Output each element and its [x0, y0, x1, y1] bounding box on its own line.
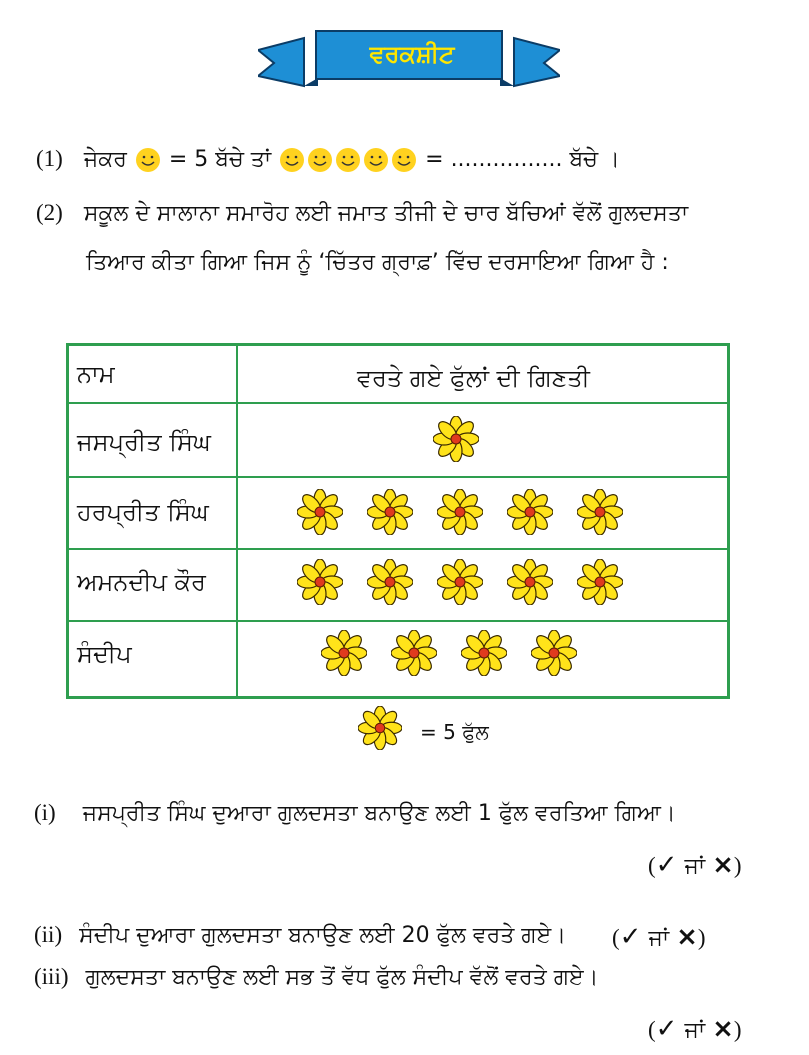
- worksheet-title: ਵਰਕਸ਼ੀਟ: [369, 40, 455, 68]
- flower-icon: [437, 489, 483, 535]
- cross-icon[interactable]: ×: [712, 850, 734, 880]
- question-1-if: ਜੇਕਰ: [83, 147, 127, 172]
- question-1-end: ਬੱਚੇ ।: [569, 147, 620, 172]
- question-1-number: (1): [36, 146, 63, 171]
- or-text: ਜਾਂ: [684, 1018, 706, 1043]
- cross-icon[interactable]: ×: [676, 922, 698, 952]
- flower-icon: [391, 630, 437, 676]
- table-row-divider: [69, 476, 727, 478]
- statement-2-number: (ii): [34, 922, 63, 947]
- question-2-line-1: [36, 200, 688, 226]
- smiley-icon: [334, 146, 362, 174]
- question-2-text-1: ਸਕੂਲ ਦੇ ਸਾਲਾਨਾ ਸਮਾਰੋਹ ਲਈ ਜਮਾਤ ਤੀਜੀ ਦੇ ਚਾਰ ਬੱਚਿਆਂ ਵੱਲੋਂ ਗੁਲਦਸਤਾ: [83, 201, 689, 226]
- statement-3-number: (iii): [34, 964, 69, 989]
- flower-icon: [321, 630, 367, 676]
- smiley-icon: [134, 146, 162, 174]
- question-1-equals-sign: =: [425, 147, 444, 172]
- question-1-equals: = 5 ਬੱਚੇ ਤਾਂ: [168, 147, 272, 172]
- flower-icon: [297, 489, 343, 535]
- table-row-name: ਜਸਪ੍ਰੀਤ ਸਿੰਘ: [77, 428, 211, 456]
- statement-3-choice[interactable]: [648, 1014, 742, 1044]
- or-text: ਜਾਂ: [684, 854, 706, 879]
- flower-key-text: = 5 ਫੁੱਲ: [420, 720, 489, 744]
- statement-3-text: ਗੁਲਦਸਤਾ ਬਨਾਉਣ ਲਈ ਸਭ ਤੋਂ ਵੱਧ ਫੁੱਲ ਸੰਦੀਪ ਵੱਲੋਂ ਵਰਤੇ ਗਏ।: [85, 965, 599, 990]
- tick-icon[interactable]: ✓: [619, 922, 642, 952]
- cross-icon[interactable]: ×: [712, 1014, 734, 1044]
- question-1: [36, 146, 620, 174]
- flower-icon: [297, 559, 343, 605]
- table-row-divider: [69, 548, 727, 550]
- table-column-divider: [236, 346, 238, 696]
- statement-1: [34, 800, 676, 826]
- smiley-icon: [306, 146, 334, 174]
- tick-icon[interactable]: ✓: [655, 1014, 678, 1044]
- table-header-name: ਨਾਮ: [77, 360, 115, 388]
- picture-graph-table: [66, 343, 730, 699]
- statement-1-number: (i): [34, 800, 56, 825]
- statement-1-text: ਜਸਪ੍ਰੀਤ ਸਿੰਘ ਦੁਆਰਾ ਗੁਲਦਸਤਾ ਬਨਾਉਣ ਲਈ 1 ਫੁੱਲ ਵਰਤਿਆ ਗਿਆ।: [82, 801, 676, 826]
- statement-2: [34, 922, 566, 948]
- paren-close: ): [697, 925, 706, 950]
- flower-icon: [433, 416, 479, 462]
- question-1-blank[interactable]: ................: [450, 147, 563, 172]
- table-row-divider: [69, 402, 727, 404]
- table-header-count: ਵਰਤੇ ਗਏ ਫੁੱਲਾਂ ਦੀ ਗਿਣਤੀ: [357, 364, 590, 392]
- table-row-name: ਹਰਪ੍ਰੀਤ ਸਿੰਘ: [77, 498, 209, 526]
- flower-key-icon: [358, 706, 402, 750]
- paren-open: (: [648, 1017, 656, 1042]
- paren-close: ): [733, 853, 742, 878]
- flower-icon: [437, 559, 483, 605]
- paren-open: (: [648, 853, 656, 878]
- flower-icon: [461, 630, 507, 676]
- or-text: ਜਾਂ: [648, 926, 670, 951]
- flower-icon: [531, 630, 577, 676]
- statement-1-choice[interactable]: [648, 850, 742, 880]
- table-row-name: ਅਮਨਦੀਪ ਕੌਰ: [77, 568, 206, 596]
- statement-2-choice[interactable]: [612, 922, 706, 952]
- paren-open: (: [612, 925, 620, 950]
- flower-icon: [507, 489, 553, 535]
- smiley-icon: [362, 146, 390, 174]
- table-row-divider: [69, 620, 727, 622]
- statement-3: [34, 964, 599, 990]
- smiley-icon: [390, 146, 418, 174]
- flower-icon: [577, 559, 623, 605]
- statement-2-text: ਸੰਦੀਪ ਦੁਆਰਾ ਗੁਲਦਸਤਾ ਬਨਾਉਣ ਲਈ 20 ਫੁੱਲ ਵਰਤੇ ਗਏ।: [79, 923, 567, 948]
- smiley-icon: [278, 146, 306, 174]
- question-2-number: (2): [36, 200, 63, 225]
- flower-icon: [367, 559, 413, 605]
- tick-icon[interactable]: ✓: [655, 850, 678, 880]
- flower-icon: [507, 559, 553, 605]
- question-2-line-2: ਤਿਆਰ ਕੀਤਾ ਗਿਆ ਜਿਸ ਨੂੰ ‘ਚਿੱਤਰ ਗ੍ਰਾਫ਼’ ਵਿੱਚ ਦਰਸਾਇਆ ਗਿਆ ਹੈ :: [86, 250, 669, 275]
- flower-icon: [367, 489, 413, 535]
- paren-close: ): [733, 1017, 742, 1042]
- flower-icon: [577, 489, 623, 535]
- table-row-name: ਸੰਦੀਪ: [77, 640, 132, 668]
